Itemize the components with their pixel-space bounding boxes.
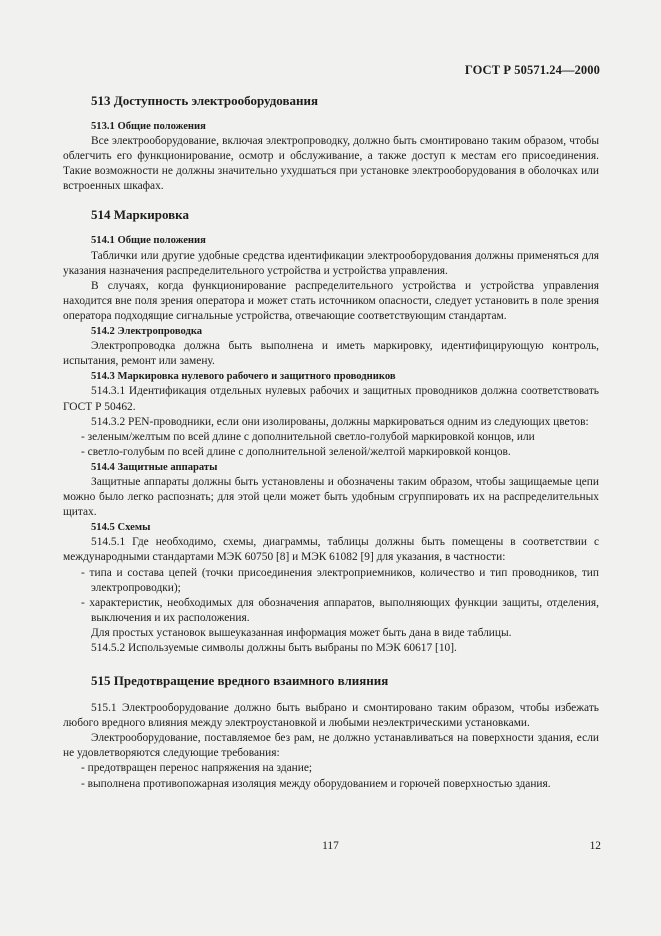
section-513-title: 513 Доступность электрооборудования: [91, 93, 319, 108]
standard-header: ГОСТ Р 50571.24—2000: [464, 63, 600, 77]
paragraph: 515.1 Электрооборудование должно быть выбрано и смонтировано таким образом, чтобы избежать любого вредного влияния между электроустановкой и любыми неэлектрическими установками.: [63, 702, 599, 730]
paragraph: 514.3.1 Идентификация отдельных нулевых рабочих и защитных проводников должна соответствовать ГОСТ Р 50462.: [63, 385, 599, 413]
paragraph: Электрооборудование, поставляемое без рам, не должно устанавливаться на поверхности здания, если не удовлетворяются следующие требования:: [63, 732, 599, 760]
paragraph: В случаях, когда функционирование распределительного устройства и устройства управления находится вне поля зрения оператора и может стать источником опасности, следует установить в поле зрения оператора подходящие сигнальные устройства, отвечающие соответствующим стандартам.: [63, 279, 599, 322]
subsection-514-4-title: 514.4 Защитные аппараты: [91, 461, 218, 473]
paragraph: 514.5.1 Где необходимо, схемы, диаграммы, таблицы должны быть помещены в соответствии с международными стандартами МЭК 60750 [8] и МЭК 61082 [9] для указания, в частности:: [63, 536, 599, 564]
list-item: - зеленым/желтым по всей длине с дополнительной светло-голубой маркировкой концов, или: [81, 430, 535, 443]
subsection-514-1-title: 514.1 Общие положения: [91, 235, 206, 247]
paragraph: Все электрооборудование, включая электропроводку, должно быть смонтировано таким образом, чтобы облегчить его функционирование, осмотр и обслуживание, а также доступ к местам его присоединения. Такие возможности не должны значительно ухудшаться при установке электрооборудования в оболочках или встроенных шкафах.: [63, 135, 599, 193]
list-item: - типа и состава цепей (точки присоединения электроприемников, количество и тип проводников, тип электропроводки);: [81, 566, 599, 594]
section-514-title: 514 Маркировка: [91, 207, 189, 223]
document-body: [63, 92, 599, 792]
paragraph: Электропроводка должна быть выполнена и иметь маркировку, идентифицирующую контроль, испытания, ремонт или замену.: [63, 340, 599, 368]
subsection-514-5-title: 514.5 Схемы: [91, 522, 151, 534]
list-item: - выполнена противопожарная изоляция между оборудованием и горючей поверхностью здания.: [81, 777, 551, 790]
paragraph: Для простых установок вышеуказанная информация может быть дана в виде таблицы.: [91, 626, 512, 639]
subsection-514-3-title: 514.3 Маркировка нулевого рабочего и защитного проводников: [91, 371, 396, 383]
list-item: - характеристик, необходимых для обозначения аппаратов, выполняющих функции защиты, отделения, выключения и их расположения.: [81, 596, 599, 624]
page-number: 117: [322, 840, 339, 852]
paragraph: Таблички или другие удобные средства идентификации электрооборудования должны применяться для указания назначения распределительного устройства и устройства управления.: [63, 249, 599, 277]
sheet-number: 12: [589, 840, 601, 852]
list-item: - предотвращен перенос напряжения на здание;: [81, 762, 313, 775]
subsection-514-2-title: 514.2 Электропроводка: [91, 326, 203, 338]
paragraph: 514.3.2 PEN-проводники, если они изолированы, должны маркироваться одним из следующих цветов:: [91, 415, 589, 428]
paragraph: Защитные аппараты должны быть установлены и обозначены таким образом, чтобы защищаемые цепи можно было легко распознать; для этой цели может быть удобным сгруппировать их на распределительных щитах.: [63, 475, 599, 519]
list-item: - светло-голубым по всей длине с дополнительной зеленой/желтой маркировкой концов.: [81, 445, 511, 458]
subsection-513-1-title: 513.1 Общие положения: [91, 121, 206, 132]
section-515-title: 515 Предотвращение вредного взаимного влияния: [91, 673, 389, 689]
paragraph: 514.5.2 Используемые символы должны быть выбраны по МЭК 60617 [10].: [91, 642, 457, 654]
